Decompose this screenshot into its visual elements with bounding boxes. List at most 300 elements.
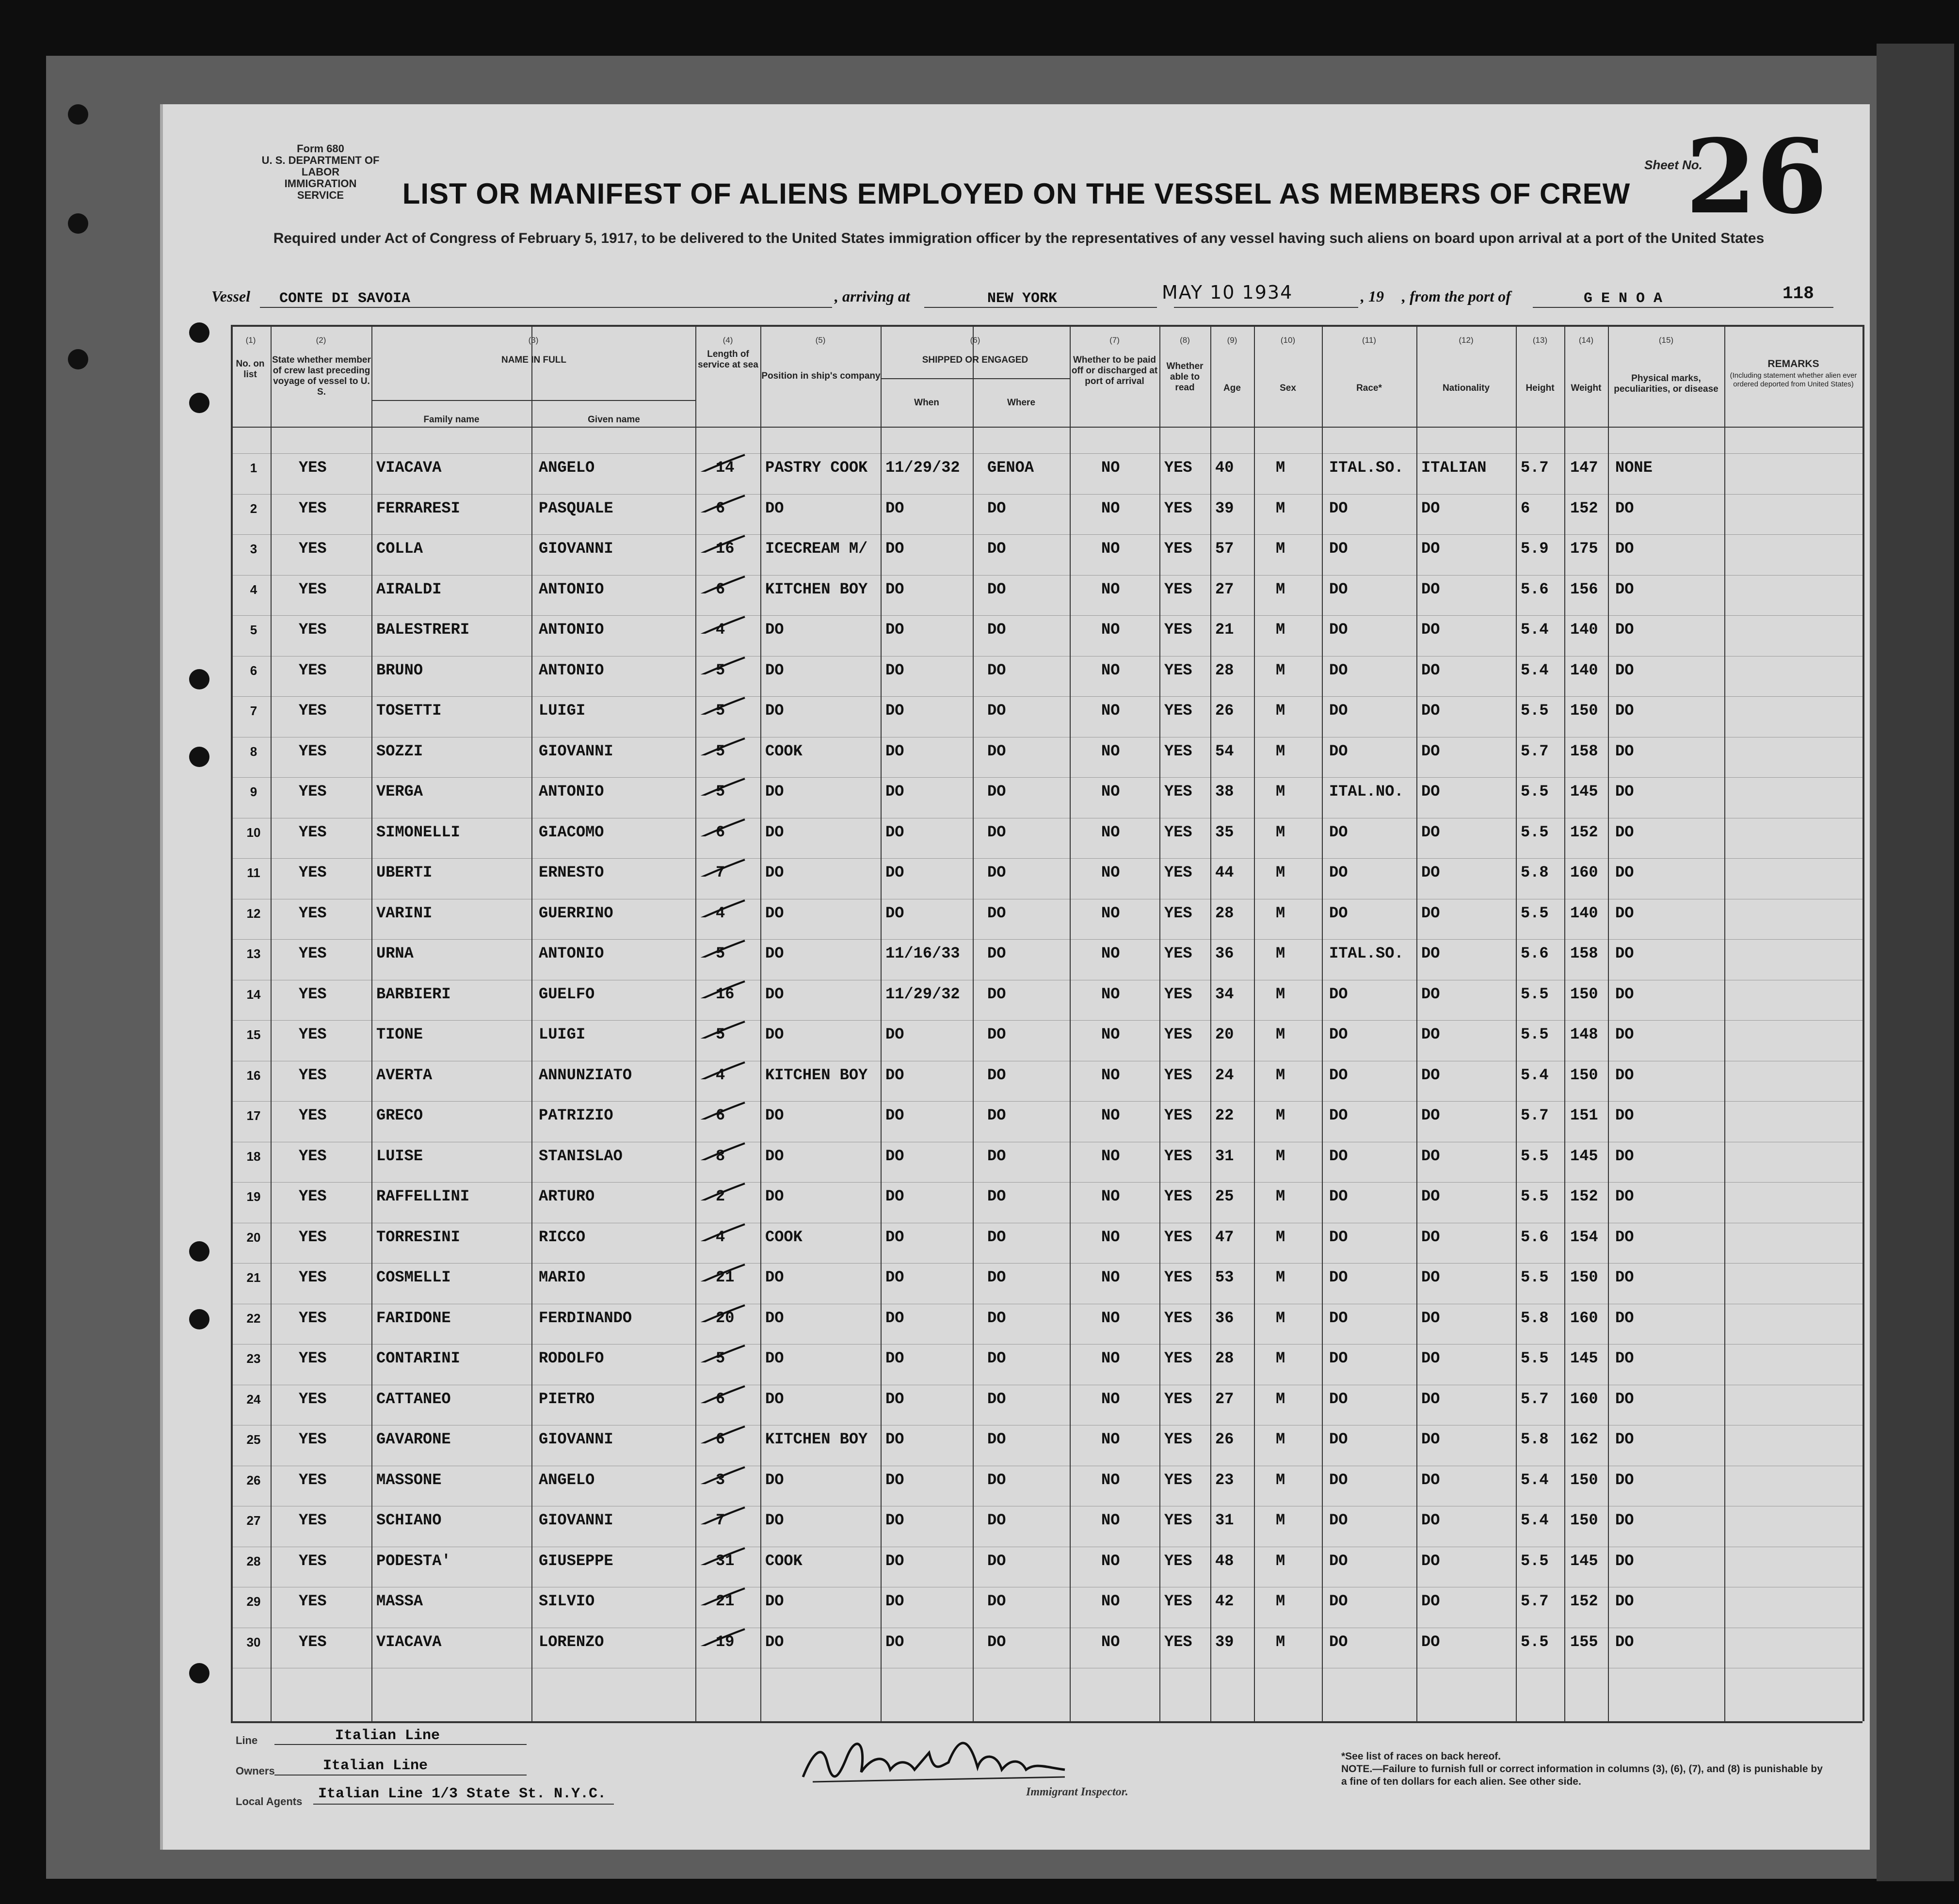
cell-race: DO	[1329, 1390, 1348, 1408]
cell-marks: DO	[1615, 702, 1634, 720]
cell-nationality: DO	[1421, 1025, 1440, 1043]
cell-marks: DO	[1615, 1268, 1634, 1286]
cell-given: GIOVANNI	[539, 1511, 613, 1529]
cell-crew: YES	[299, 823, 327, 841]
cell-no: 10	[246, 825, 261, 840]
cell-paid: NO	[1101, 580, 1120, 598]
footer-notes	[1341, 1750, 1826, 1788]
cell-height: 5.5	[1521, 1552, 1549, 1570]
cell-family: FERRARESI	[376, 499, 460, 517]
cell-read: YES	[1164, 1592, 1192, 1610]
cell-age: 23	[1215, 1471, 1234, 1489]
vessel-underline	[260, 307, 832, 308]
cell-position: COOK	[765, 1228, 803, 1246]
cell-height: 5.4	[1521, 621, 1549, 639]
cell-age: 27	[1215, 580, 1234, 598]
cell-sex: M	[1276, 1552, 1285, 1570]
owners-underline	[274, 1775, 527, 1776]
cell-when: DO	[885, 1390, 904, 1408]
line-label: Line	[236, 1734, 258, 1746]
cell-height: 5.5	[1521, 1268, 1549, 1286]
cell-height: 5.5	[1521, 1025, 1549, 1043]
cell-nationality: DO	[1421, 1349, 1440, 1367]
cell-nationality: DO	[1421, 1228, 1440, 1246]
cell-given: GUERRINO	[539, 904, 613, 922]
cell-race: DO	[1329, 540, 1348, 558]
cell-read: YES	[1164, 904, 1192, 922]
cell-family: PODESTA'	[376, 1552, 451, 1570]
cell-service: 5	[716, 783, 725, 800]
cell-crew: YES	[299, 621, 327, 639]
row-line	[231, 858, 1863, 859]
cell-service: 4	[716, 904, 725, 922]
cell-paid: NO	[1101, 1430, 1120, 1448]
cell-marks: DO	[1615, 742, 1634, 760]
cell-where: DO	[987, 621, 1006, 639]
cell-race: DO	[1329, 1228, 1348, 1246]
cell-read: YES	[1164, 985, 1192, 1003]
cell-service: 6	[716, 823, 725, 841]
cell-service: 31	[716, 1552, 735, 1570]
cell-service: 3	[716, 1471, 725, 1489]
cell-crew: YES	[299, 783, 327, 800]
cell-crew: YES	[299, 1430, 327, 1448]
cell-given: ANGELO	[539, 459, 595, 477]
tally-checkmark	[689, 1586, 747, 1605]
binder-hole	[189, 322, 209, 343]
departure-port: G E N O A	[1584, 290, 1663, 307]
cell-when: DO	[885, 1309, 904, 1327]
cell-when: DO	[885, 1511, 904, 1529]
cell-when: 11/29/32	[885, 985, 960, 1003]
cell-position: DO	[765, 985, 784, 1003]
cell-weight: 152	[1570, 1592, 1598, 1610]
agents-value: Italian Line 1/3 State St. N.Y.C.	[318, 1786, 607, 1802]
tally-checkmark	[689, 817, 747, 836]
cell-race: DO	[1329, 1430, 1348, 1448]
cell-nationality: DO	[1421, 783, 1440, 800]
header-length-service: Length of service at sea	[698, 349, 758, 370]
cell-no: 20	[246, 1230, 261, 1245]
cell-position: ICECREAM M/	[765, 540, 868, 558]
header-race: Race*	[1356, 383, 1382, 393]
cell-when: DO	[885, 823, 904, 841]
cell-race: DO	[1329, 904, 1348, 922]
cell-where: DO	[987, 499, 1006, 517]
cell-weight: 145	[1570, 1349, 1598, 1367]
cell-paid: NO	[1101, 459, 1120, 477]
cell-no: 14	[246, 987, 261, 1002]
cell-age: 54	[1215, 742, 1234, 760]
column-number: (5)	[815, 336, 826, 345]
cell-race: DO	[1329, 1309, 1348, 1327]
cell-given: PASQUALE	[539, 499, 613, 517]
cell-sex: M	[1276, 580, 1285, 598]
cell-race: DO	[1329, 742, 1348, 760]
cell-nationality: DO	[1421, 1430, 1440, 1448]
cell-position: DO	[765, 1471, 784, 1489]
cell-when: DO	[885, 499, 904, 517]
cell-race: DO	[1329, 1268, 1348, 1286]
cell-read: YES	[1164, 1187, 1192, 1205]
cell-marks: DO	[1615, 540, 1634, 558]
cell-height: 5.4	[1521, 1066, 1549, 1084]
cell-service: 7	[716, 1511, 725, 1529]
cell-no: 11	[247, 865, 260, 880]
cell-height: 5.5	[1521, 1187, 1549, 1205]
cell-read: YES	[1164, 742, 1192, 760]
cell-service: 16	[716, 985, 735, 1003]
cell-race: DO	[1329, 985, 1348, 1003]
cell-read: YES	[1164, 661, 1192, 679]
cell-no: 6	[250, 663, 257, 678]
column-line	[1608, 325, 1609, 1721]
cell-no: 21	[246, 1270, 261, 1285]
column-number: (14)	[1578, 336, 1594, 345]
cell-age: 31	[1215, 1147, 1234, 1165]
row-line	[231, 1182, 1863, 1183]
cell-sex: M	[1276, 1309, 1285, 1327]
stamp-number: 118	[1782, 284, 1814, 304]
cell-race: ITAL.SO.	[1329, 459, 1404, 477]
cell-service: 21	[716, 1592, 735, 1610]
cell-given: GIACOMO	[539, 823, 604, 841]
cell-position: DO	[765, 1592, 784, 1610]
cell-height: 5.6	[1521, 1228, 1549, 1246]
cell-nationality: DO	[1421, 1309, 1440, 1327]
cell-given: GIOVANNI	[539, 540, 613, 558]
cell-height: 5.5	[1521, 904, 1549, 922]
cell-sex: M	[1276, 783, 1285, 800]
cell-weight: 151	[1570, 1106, 1598, 1124]
cell-read: YES	[1164, 823, 1192, 841]
cell-where: DO	[987, 580, 1006, 598]
column-line	[1322, 325, 1323, 1721]
column-number: (3)	[528, 336, 539, 345]
header-no-on-list: No. on list	[236, 359, 265, 380]
tally-checkmark	[689, 776, 747, 796]
cell-position: DO	[765, 944, 784, 962]
row-line	[231, 696, 1863, 697]
cell-service: 7	[716, 864, 725, 881]
cell-family: CONTARINI	[376, 1349, 460, 1367]
cell-crew: YES	[299, 1390, 327, 1408]
cell-read: YES	[1164, 621, 1192, 639]
cell-marks: DO	[1615, 1592, 1634, 1610]
vessel-label: Vessel	[211, 288, 250, 305]
cell-marks: NONE	[1615, 459, 1653, 477]
cell-paid: NO	[1101, 1552, 1120, 1570]
cell-family: MASSA	[376, 1592, 423, 1610]
cell-weight: 147	[1570, 459, 1598, 477]
cell-family: LUISE	[376, 1147, 423, 1165]
from-label: , from the port of	[1402, 288, 1511, 305]
tally-checkmark	[689, 1019, 747, 1039]
cell-paid: NO	[1101, 783, 1120, 800]
year-label: , 19	[1361, 288, 1384, 305]
cell-service: 21	[716, 1268, 735, 1286]
cell-race: DO	[1329, 1025, 1348, 1043]
cell-where: DO	[987, 1106, 1006, 1124]
cell-crew: YES	[299, 1349, 327, 1367]
tally-checkmark	[689, 857, 747, 877]
cell-nationality: DO	[1421, 499, 1440, 517]
cell-marks: DO	[1615, 1228, 1634, 1246]
cell-marks: DO	[1615, 1349, 1634, 1367]
cell-nationality: DO	[1421, 1187, 1440, 1205]
column-line	[1070, 325, 1071, 1721]
cell-weight: 148	[1570, 1025, 1598, 1043]
cell-weight: 158	[1570, 742, 1598, 760]
cell-age: 39	[1215, 499, 1234, 517]
column-line	[1564, 325, 1565, 1721]
cell-race: DO	[1329, 621, 1348, 639]
cell-paid: NO	[1101, 1106, 1120, 1124]
cell-service: 14	[716, 459, 735, 477]
tally-checkmark	[689, 574, 747, 593]
cell-service: 5	[716, 1349, 725, 1367]
cell-nationality: DO	[1421, 1066, 1440, 1084]
cell-service: 4	[716, 1066, 725, 1084]
inspector-label: Immigrant Inspector.	[1026, 1786, 1128, 1798]
cell-position: DO	[765, 1106, 784, 1124]
cell-no: 23	[246, 1351, 261, 1366]
cell-where: DO	[987, 1471, 1006, 1489]
cell-where: DO	[987, 702, 1006, 720]
cell-marks: DO	[1615, 1147, 1634, 1165]
cell-paid: NO	[1101, 1390, 1120, 1408]
cell-family: GRECO	[376, 1106, 423, 1124]
cell-family: TORRESINI	[376, 1228, 460, 1246]
cell-race: DO	[1329, 1511, 1348, 1529]
tally-checkmark	[689, 452, 747, 472]
cell-sex: M	[1276, 1066, 1285, 1084]
header-able-to-read: Whether able to read	[1166, 361, 1204, 393]
cell-where: GENOA	[987, 459, 1034, 477]
column-number: (12)	[1459, 336, 1474, 345]
cell-weight: 156	[1570, 580, 1598, 598]
cell-family: VERGA	[376, 783, 423, 800]
cell-weight: 155	[1570, 1632, 1598, 1651]
cell-position: DO	[765, 621, 784, 639]
cell-crew: YES	[299, 1552, 327, 1570]
form-number: Form 680	[297, 143, 344, 155]
cell-position: DO	[765, 1147, 784, 1165]
header-where: Where	[1007, 398, 1036, 408]
cell-when: DO	[885, 1430, 904, 1448]
cell-no: 9	[250, 784, 257, 799]
cell-given: ARTURO	[539, 1187, 595, 1205]
cell-position: DO	[765, 823, 784, 841]
row-line	[231, 777, 1863, 778]
cell-where: DO	[987, 1592, 1006, 1610]
cell-read: YES	[1164, 1106, 1192, 1124]
cell-when: DO	[885, 1268, 904, 1286]
cell-given: RODOLFO	[539, 1349, 604, 1367]
cell-sex: M	[1276, 1187, 1285, 1205]
cell-race: ITAL.SO.	[1329, 944, 1404, 962]
cell-age: 48	[1215, 1552, 1234, 1570]
cell-sex: M	[1276, 1147, 1285, 1165]
cell-marks: DO	[1615, 904, 1634, 922]
cell-marks: DO	[1615, 580, 1634, 598]
cell-paid: NO	[1101, 702, 1120, 720]
cell-position: KITCHEN BOY	[765, 1430, 868, 1448]
cell-sex: M	[1276, 702, 1285, 720]
cell-marks: DO	[1615, 783, 1634, 800]
cell-paid: NO	[1101, 1268, 1120, 1286]
cell-age: 35	[1215, 823, 1234, 841]
cell-age: 40	[1215, 459, 1234, 477]
cell-age: 36	[1215, 944, 1234, 962]
cell-marks: DO	[1615, 1632, 1634, 1651]
cell-age: 42	[1215, 1592, 1234, 1610]
cell-position: COOK	[765, 742, 803, 760]
cell-family: COSMELLI	[376, 1268, 451, 1286]
column-line	[371, 325, 372, 1721]
cell-height: 5.7	[1521, 742, 1549, 760]
cell-crew: YES	[299, 1471, 327, 1489]
column-number: (15)	[1658, 336, 1674, 345]
tally-checkmark	[689, 1505, 747, 1524]
cell-weight: 152	[1570, 1187, 1598, 1205]
cell-where: DO	[987, 783, 1006, 800]
cell-nationality: DO	[1421, 1471, 1440, 1489]
cell-when: 11/16/33	[885, 944, 960, 962]
cell-height: 5.7	[1521, 459, 1549, 477]
cell-marks: DO	[1615, 944, 1634, 962]
races-note: *See list of races on back hereof.	[1341, 1751, 1501, 1762]
cell-nationality: DO	[1421, 864, 1440, 881]
cell-crew: YES	[299, 702, 327, 720]
cell-sex: M	[1276, 823, 1285, 841]
cell-family: MASSONE	[376, 1471, 442, 1489]
cell-crew: YES	[299, 1268, 327, 1286]
cell-marks: DO	[1615, 1511, 1634, 1529]
header-position: Position in ship's company	[761, 371, 881, 381]
arriving-label: , arriving at	[835, 288, 910, 305]
cell-when: DO	[885, 1066, 904, 1084]
tally-checkmark	[689, 736, 747, 755]
cell-weight: 160	[1570, 1309, 1598, 1327]
cell-crew: YES	[299, 1147, 327, 1165]
cell-crew: YES	[299, 1309, 327, 1327]
cell-nationality: DO	[1421, 702, 1440, 720]
row-line	[231, 453, 1863, 454]
cell-read: YES	[1164, 1147, 1192, 1165]
cell-nationality: DO	[1421, 540, 1440, 558]
cell-marks: DO	[1615, 1187, 1634, 1205]
cell-read: YES	[1164, 1632, 1192, 1651]
cell-weight: 150	[1570, 1511, 1598, 1529]
cell-crew: YES	[299, 1511, 327, 1529]
cell-no: 26	[246, 1472, 261, 1488]
cell-given: STANISLAO	[539, 1147, 623, 1165]
owners-label: Owners	[236, 1765, 275, 1777]
cell-marks: DO	[1615, 1471, 1634, 1489]
cell-paid: NO	[1101, 661, 1120, 679]
cell-sex: M	[1276, 1390, 1285, 1408]
cell-race: DO	[1329, 661, 1348, 679]
row-line	[231, 939, 1863, 940]
header-family-name: Family name	[423, 415, 480, 425]
header-state-whether: State whether member of crew last preceding voyage of vessel to U. S.	[272, 355, 371, 397]
cell-no: 24	[246, 1392, 261, 1407]
cell-where: DO	[987, 1268, 1006, 1286]
header-weight: Weight	[1571, 383, 1602, 393]
cell-when: DO	[885, 742, 904, 760]
page-subtitle: Required under Act of Congress of February 5, 1917, to be delivered to the United States immigration officer by the representatives of any vessel having such aliens on board upon arrival at a port of the United States	[273, 230, 1765, 246]
cell-family: TIONE	[376, 1025, 423, 1043]
cell-where: DO	[987, 944, 1006, 962]
cell-position: DO	[765, 904, 784, 922]
date-stamp: MAY 10 1934	[1162, 282, 1293, 303]
cell-where: DO	[987, 1349, 1006, 1367]
cell-paid: NO	[1101, 1632, 1120, 1651]
cell-nationality: DO	[1421, 621, 1440, 639]
tally-checkmark	[689, 938, 747, 958]
cell-family: COLLA	[376, 540, 423, 558]
cell-weight: 150	[1570, 702, 1598, 720]
cell-crew: YES	[299, 459, 327, 477]
cell-where: DO	[987, 1187, 1006, 1205]
cell-read: YES	[1164, 702, 1192, 720]
cell-no: 22	[246, 1311, 261, 1326]
cell-when: DO	[885, 1106, 904, 1124]
arriving-port: NEW YORK	[987, 290, 1058, 307]
cell-when: DO	[885, 1552, 904, 1570]
cell-service: 16	[716, 540, 735, 558]
cell-crew: YES	[299, 904, 327, 922]
cell-when: DO	[885, 783, 904, 800]
cell-sex: M	[1276, 944, 1285, 962]
cell-weight: 140	[1570, 661, 1598, 679]
cell-service: 5	[716, 661, 725, 679]
crew-table	[231, 325, 1863, 1721]
header-paid-off: Whether to be paid off or discharged at port of arrival	[1071, 355, 1158, 386]
cell-given: ANTONIO	[539, 783, 604, 800]
cell-nationality: DO	[1421, 1390, 1440, 1408]
cell-no: 8	[250, 744, 257, 759]
cell-sex: M	[1276, 742, 1285, 760]
tally-checkmark	[689, 1222, 747, 1241]
cell-where: DO	[987, 1066, 1006, 1084]
tally-checkmark	[689, 1546, 747, 1565]
cell-service: 6	[716, 1390, 725, 1408]
cell-age: 53	[1215, 1268, 1234, 1286]
cell-read: YES	[1164, 459, 1192, 477]
cell-marks: DO	[1615, 1430, 1634, 1448]
cell-read: YES	[1164, 1349, 1192, 1367]
cell-crew: YES	[299, 742, 327, 760]
cell-crew: YES	[299, 1228, 327, 1246]
cell-where: DO	[987, 1025, 1006, 1043]
cell-no: 1	[250, 461, 257, 475]
tally-checkmark	[689, 1303, 747, 1322]
cell-given: GIOVANNI	[539, 1430, 613, 1448]
cell-marks: DO	[1615, 1106, 1634, 1124]
cell-service: 6	[716, 580, 725, 598]
cell-height: 5.6	[1521, 580, 1549, 598]
cell-nationality: DO	[1421, 1147, 1440, 1165]
cell-family: RAFFELLINI	[376, 1187, 470, 1205]
cell-age: 57	[1215, 540, 1234, 558]
cell-height: 5.5	[1521, 985, 1549, 1003]
cell-given: LUIGI	[539, 1025, 586, 1043]
cell-position: DO	[765, 1511, 784, 1529]
cell-race: DO	[1329, 1349, 1348, 1367]
cell-height: 5.5	[1521, 1349, 1549, 1367]
